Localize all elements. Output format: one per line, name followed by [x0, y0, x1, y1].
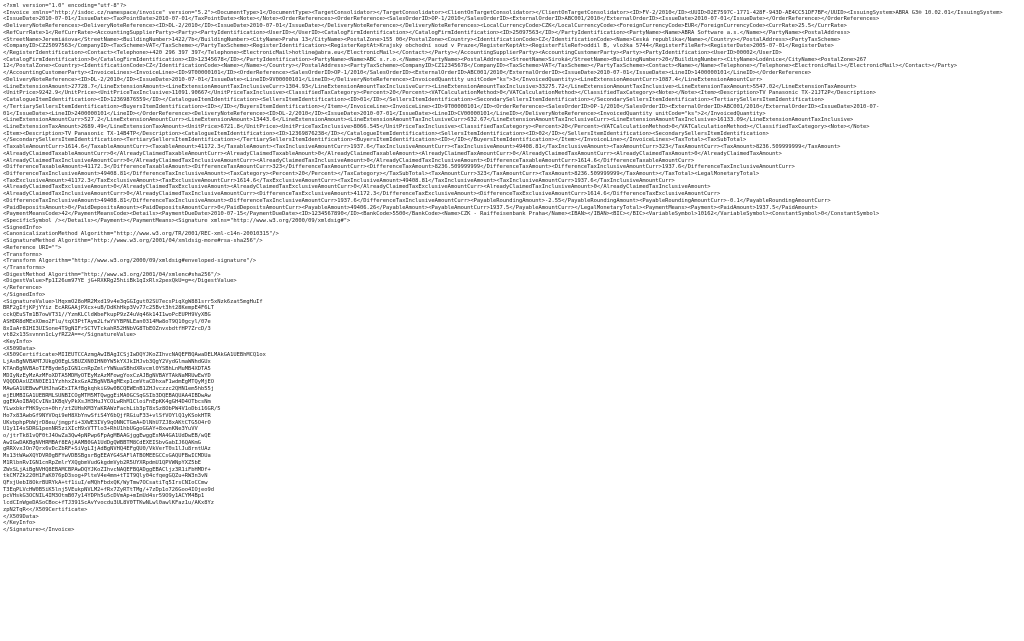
- xml-line: <AlreadyClaimedTaxInclusiveAmountCurr>0</AlreadyClaimedTaxInclusiveAmountCurr><DifferenceTaxExclusiveAmount>41172.3</DifferenceTaxExclusiveAmount><DifferenceTaxExclusiveAmountCurr>1614.6</DifferenceTaxExclusiveAmountCurr>: [3, 191, 721, 198]
- xml-line: <LineExtensionAmountCurr>527.2</LineExtensionAmountCurr><LineExtensionAmount>13443.6</LineExtensionAmount><LineExtensionAmountTaxInclusiveCurr>632.67</LineExtensionAmountTaxInclusiveCurr><LineExtensionAmountTaxInclusive>16133.09</LineExtensionAmountTaxInclusive>: [3, 117, 854, 124]
- xml-line: <SignatureMethod Algorithm="http://www.w3.org/2001/04/xmldsig-more#rsa-sha256"/>: [3, 238, 263, 245]
- xml-line: <DeliveryNoteReferences><DeliveryNoteReference><ID>DL-2/2010</ID><IssueDate>2010-07-01</IssueDate></DeliveryNoteReference></DeliveryNoteReferences><LocalCurrencyCode>CZK</LocalCurrencyCode><ForeignCurrencyCode>EUR</ForeignCurrencyCode><CurrRate>25.5</CurrRate>: [3, 23, 847, 30]
- xml-line: LjAsBgNVBAMTJUkgQ0EgLSBUZXN0IHN0YW5kYXJkIHJvb3QgY2VydGlmaWNhdGUx: [3, 359, 211, 366]
- xml-line: </X509Data>: [3, 513, 39, 520]
- xml-line: <Transform Algorithm="http://www.w3.org/2000/09/xmldsig#enveloped-signature"/>: [3, 258, 257, 265]
- xml-line: MDIyNzEyMzAzMFoXDTA5MDMyOTEyMzAzMFowgYoxCzAJBgNVBAYTAkNaMRUwEwYD: [3, 372, 211, 379]
- xml-line: <DifferenceTaxInclusiveAmount>49408.81</DifferenceTaxInclusiveAmount><TaxCategory><Percent>20</Percent></TaxCategory></TaxSubTotal><TaxAmountCurr>323</TaxAmountCurr><TaxAmount>8236.509999999</TaxAmount></TaxTotal><LegalMonetaryTotal>: [3, 170, 760, 177]
- xml-line: <?xml version="1.0" encoding="utf-8"?>: [3, 3, 127, 9]
- xml-line: <Item><Description>TV Panasonic TX-14B4TP</Description><CatalogueItemIdentification><ID>12369876238</ID></CatalogueItemIdentification><SellersItemIdentification><ID>02</ID></SellersItemIdentification><SecondarySellersItemIdentification>: [3, 130, 769, 137]
- xml-line: </AccountingCustomerParty><InvoiceLines><InvoiceLine><ID>9T00000101</ID><OrderReference><SalesOrderID>OP-1/2010</SalesOrderID><ExternalOrderID>ABC001/2010</ExternalOrderID><IssueDate>2010-07-01</IssueDate><LineID>1400000101</LineID></OrderReference>: [3, 70, 812, 77]
- xml-line: vt82x13Ssvnnn1cLyfRZ2A==</SignatureValue>: [3, 332, 137, 339]
- xml-line: <CatalogueItemIdentification><ID>12369876559</ID></CatalogueItemIdentification><SellersItemIdentification><ID>01</ID></SellersItemIdentification><SecondarySellersItemIdentification></SecondarySellersItemIdentification><TertiarySellersItemIdentification>: [3, 97, 825, 104]
- xml-line: ggEKAoIBAQCvINx1KBqVyPkXsJH3HuJYCOLwRhM1CloiFnEpKK4gGH4D4OTbcsNm: [3, 399, 211, 406]
- xml-line: T3EqPLVcHW0B5iK5lnj5VEukpNVLM2+fRx7ZyRTtTMg/+7zDp1o726Goo4IOjeo9d: [3, 486, 214, 493]
- xml-line: YLwxbkrFHK9ycn+0hr/ztZUHsKM3YaKRAWzFachLib3pT8xSz8ObPW4V1oDbi16GR/5: [3, 406, 221, 413]
- xml-line: <UnitPrice>9242.9</UnitPrice><UnitPriceTaxInclusive>11091.90667</UnitPriceTaxInclusive><ClassifiedTaxCategory><Percent>20</Percent><VATCalculationMethod>0</VATCalculationMethod></ClassifiedTaxCategory><Note></Note><Item><Description>TV Panasonic TX-21JT2P</Description>: [3, 90, 877, 97]
- xml-line: <SignatureValue>lHqxmO28oMR2Mxd19v4e3qGGIgut02SU7ecsPiqXgW881srr5xNzk6zat5mgHuIf: [3, 298, 263, 305]
- xml-line: <SpecificSymbol /></Details></Payment></PaymentMeans><Signature xmlns="http://www.w3.org/2000/09/xmldsig#">: [3, 218, 351, 224]
- xml-line: <RefCurrRate>1</RefCurrRate><AccountingSupplierParty><Party><PartyIdentification><UserID></UserID><CatalogFirmIdentification></CatalogFirmIdentification><ID>25097563</ID></PartyIdentification><PartyName><Name>ABRA Software a.s.</Name></PartyName><PostalAddress>: [3, 29, 851, 36]
- xml-line: <LineExtensionTaxAmount>2689.49</LineExtensionTaxAmount><UnitPrice>6721.8</UnitPrice><UnitPriceTaxInclusive>8066.545</UnitPriceTaxInclusive><ClassifiedTaxCategory><Percent>20</Percent><VATCalculationMethod>0</VATCalculationMethod></ClassifiedTaxCategory><Note></Note>: [3, 123, 870, 130]
- xml-line: pcVHskG3OCNIL4IM3OtmB07y14YDPh5u5cDVmAp+mImUd4sr59O9y1ACYM4Bp1: [3, 493, 205, 500]
- xml-line: cckQEuSTm1B7owVT31//YzmKLCldWbeFkupP9zZ4uVq46k14I1woPcEUPH9VyXBG: [3, 312, 211, 319]
- xml-line: <TaxExclusiveAmount>41172.3</TaxExclusiveAmount><TaxExclusiveAmountCurr>1614.6</TaxExclusiveAmountCurr><TaxInclusiveAmount>49408.81</TaxInclusiveAmount><TaxInclusiveAmountCurr>1937.6</TaxInclusiveAmountCurr>: [3, 177, 675, 184]
- xml-line: tkCM7Zk220H1FaK076pD3sog+PlteV4e4mm+tTIT9Qly04cfqegGQZu+RW3n3vN: [3, 473, 208, 480]
- xml-line: <Transforms>: [3, 251, 42, 258]
- xml-line: </TertiarySellersItemIdentification><BuyersItemIdentification><ID></ID></BuyersItemIdentification></Item></InvoiceLine><InvoiceLine><ID>9T00000101</ID><OrderReference><SalesOrderID>OP-1/2010</SalesOrderID><ExternalOrderID>ABC001/2010</ExternalOrderID><IssueDate>2010-07-: [3, 103, 880, 110]
- xml-line: <AlreadyClaimedTaxableAmountCurr>0</AlreadyClaimedTaxableAmountCurr><AlreadyClaimedTaxableAmount>0</AlreadyClaimedTaxableAmount><AlreadyClaimedTaxAmountCurr>0</AlreadyClaimedTaxAmountCurr><AlreadyClaimedTaxAmount>0</AlreadyClaimedTaxAmount>: [3, 150, 782, 157]
- xml-line: <TaxableAmountCurr>1614.6</TaxableAmountCurr><TaxableAmount>41172.3</TaxableAmount><TaxInclusiveAmountCurr>1937.6</TaxInclusiveAmountCurr><TaxInclusiveAmount>49408.81</TaxInclusiveAmount><TaxAmountCurr>323</TaxAmountCurr><TaxAmount>8236.509999999</TaxAmount>: [3, 144, 841, 151]
- xml-line: BRF2gIfjKPjYYiz EcARGAAjPXcx+uB/DdKhHkp3Vv77c25Bvt3ht28KempE4F6LT: [3, 305, 214, 312]
- xml-line: <PaidDepositsAmount>0</PaidDepositsAmount><PaidDepositsAmountCurr>0</PaidDepositsAmountCurr><PayableAmount>49406.26</PayableAmount><PayableAmountCurr>1937.5</PayableAmountCurr></LegalMonetaryTotal><PaymentMeans><Payment><PaidAmount>1937.5</PaidAmount>: [3, 204, 818, 211]
- xml-line: lcdCInWgeDASoCBoc+fTJ391ScAvYvocdu3UL8V0TTKwNLwl0awlKFaz1u/AKx8Yz: [3, 500, 214, 507]
- xml-line: <AlreadyClaimedTaxExclusiveAmount>0</AlreadyClaimedTaxExclusiveAmount><AlreadyClaimedTaxExclusiveAmountCurr>0</AlreadyClaimedTaxExclusiveAmountCurr><AlreadyClaimedTaxInclusiveAmount>0</AlreadyClaimedTaxInclusiveAmount>: [3, 184, 711, 191]
- xml-line: <KeyInfo>: [3, 338, 33, 345]
- xml-line: o/jtrTk81vQF0tJ4OwZa3Qw4pNPwp6FpAgMBAAGjggEwggEsMA4GA1UdDwEB/wQE: [3, 433, 211, 439]
- xml-line: </KeyInfo>: [3, 520, 36, 527]
- xml-line: 8xIaAr8IHI3UISone4T9gNIFrSCTVTckahR52HNbVG8TbEOZnvxbdtfHP7ZrcD/3: [3, 325, 211, 332]
- xml-line: <X509Certificate>MIIEUTCCAzmgAwIBAgICSjIwDQYJKoZIhvcNAQEFBQAwaDELMAkGA1UEBhMCQ1ox: [3, 352, 266, 359]
- xml-line: U1y1I4sSDRG1penNR5ziXIcH9xVTTlo3+RhU1hbUGgoGGAY+8xwnKNe3YuVV: [3, 426, 198, 433]
- xml-line: <DifferenceTaxableAmount>41172.3</DifferenceTaxableAmount><DifferenceTaxAmountCurr>323</DifferenceTaxAmountCurr><DifferenceTaxAmount>8236.509999999</DifferenceTaxAmount><DifferenceTaxInclusiveAmountCurr>1937.6</DifferenceTaxInclusiveAmountCurr>: [3, 164, 795, 171]
- xml-line: MAwGA1UEBwwFUHJhaGExITAfBgkqhkiG9w0BCQEWEnB1ZHJvczzc2QHN1em5hb55j: [3, 385, 214, 392]
- xml-line: 01</IssueDate><LineID>2400000101</LineID></OrderReference><DeliveryNoteReference><ID>DL-2/2010</ID><IssueDate>2010-07-01</IssueDate><LineID>CV00000101</LineID></DeliveryNoteReference><InvoicedQuantity unitCode="ks">2</InvoicedQuantity>: [3, 110, 766, 117]
- xml-line: <DigestMethod Algorithm="http://www.w3.org/2001/04/xmlenc#sha256"/>: [3, 271, 221, 278]
- xml-line: ASHDR8dMExXOmo2Flu/tqX3PtTAym2LfwYVYBPNLEan0314Mw8oT9Q10gcyl/07e: [3, 318, 211, 325]
- xml-line: AwIGwDAKBgNVHRMBAf8EAjAAMB0GA1UdDgQWBBTM8CdEXEISbvGabIJ6QAKmG: [3, 439, 201, 446]
- xml-line: <CompanyID>CZ25097563</CompanyID><TaxScheme>VAT</TaxScheme></PartyTaxScheme><RegisterIdentification><RegisterKeptAt>Krajský obchodní soud v Praze</RegisterKeptAt><RegisterFileRef>oddíl B, vložka 5744</RegisterFileRef><RegisterDate>2005-07-01</RegisterDate>: [3, 43, 834, 50]
- xml-line: <PaymentMeansCode>42</PaymentMeansCode><Details><PaymentDueDate>2010-07-15</PaymentDueDate><ID>1234567890</ID><BankCode>5500</BankCode><Name>CZK - Raiffeisenbank Praha</Name><IBAN></IBAN><BIC></BIC><VariableSymbol>10162</VariableSymbol><ConstantSymbol>0</ConstantSymbol>: [3, 211, 880, 218]
- xml-line: <DigestValue>Fp1I26um97YE jG+RXKRg25hiiBk1qIxRlx2pexQkU=g=</DigestValue>: [3, 278, 237, 285]
- xml-line: VQQDDAxUZXN0IE11YzhhxZkxGzAZBgNVBAgMExp1cmVtaCDhxaF1wdmEgMTQyMjEO: [3, 379, 214, 386]
- xml-line: Ms13tWAwXQYDVR0gBFYwVDBSBgsrBgEEAYG4SAFlATBOMEEGCCsGAQUFBwICMDUa: [3, 453, 211, 460]
- xml-line: ZWxSLjAiBgNVHQ8EBAMCBPAwDQYJKoZIhvcNAQEFBQADggEBACljz3R1iFbHMDf+: [3, 466, 211, 473]
- xml-line: Ho7x83AwbGf9NYVOqi9eH8XbYnwSfiS4Y6bQjfRGiuF33+vlSfVOYlQ1yKSokHTR: [3, 412, 211, 419]
- xml-line: <LineExtensionAmount>27728.7</LineExtensionAmount><LineExtensionAmountTaxInclusiveCurr>1304.93</LineExtensionAmountTaxInclusiveCurr><LineExtensionAmountTaxInclusive>33275.72</LineExtensionAmountTaxInclusive><LineExtensionTaxAmount>5547.02</LineExtensionTaxAmount>: [3, 83, 857, 90]
- xml-line: <DeliveryNoteReference><ID>DL-2/2010</ID><IssueDate>2010-07-01</IssueDate><LineID>9V00000101</LineID></DeliveryNoteReference><InvoicedQuantity unitCode="ks">3</InvoicedQuantity><LineExtensionAmountCurr>1087.4</LineExtensionAmountCurr>: [3, 76, 763, 83]
- xml-line: zpN2TqR<</X509Certificate>: [3, 506, 88, 513]
- xml-line: <IssueDate>2010-07-01</IssueDate><TaxPointDate>2010-07-01</TaxPointDate><Note></Note><OrderReferences><OrderReference><SalesOrderID>OP-1/2010</SalesOrderID><ExternalOrderID>ABC001/2010</ExternalOrderID><IssueDate>2010-07-01</IssueDate></OrderReference></OrderReferences>: [3, 16, 880, 23]
- xml-line: QFxjUebI8OkrBURYkA+tf1iuI/eMQhFbdxQK/WyTmw7OCsatiTq5IrsCNIoCCmw: [3, 480, 208, 487]
- xml-line: <CanonicalizationMethod Algorithm="http://www.w3.org/TR/2001/REC-xml-c14n-20010315"/>: [3, 231, 279, 238]
- xml-line: <StreetName>Jeremiášova</StreetName><BuildingNumber>1422/7b</BuildingNumber><CityName>Praha 13</CityName><PostalZone>155 00</PostalZone><Country><IdentificationCode>CZ</IdentificationCode><Name>Česká republika</Name></Country></PostalAddress><PartyTaxScheme>: [3, 36, 841, 43]
- xml-line: </Transforms>: [3, 265, 46, 272]
- xml-line: <Invoice xmlns="http://isdoc.cz/namespace/invoice" version="5.2"><DocumentType>1</DocumentType><TargetConsolidator></TargetConsolidator><ClientOnTargetConsolidator></ClientOnTargetConsolidator><ID>FV-2/2010</ID><UUID>D2E7597C-1771-428F-943D-AE4CC51DF7BF</UUID><IssuingSystem>ABRA G3® 10.02.01</IssuingSystem>: [3, 9, 1003, 16]
- xml-line: 12</PostalZone><Country><IdentificationCode>CZ</IdentificationCode><Name></Name></Country></PostalAddress><PartyTaxScheme><CompanyID>CZ12345678</CompanyID><TaxScheme>VAT</TaxScheme></PartyTaxScheme><Contact><Name></Name><Telephone></Telephone><ElectronicMail></ElectronicMail></Contact></Party>: [3, 63, 958, 70]
- xml-line: </Signature></Invoice>: [3, 527, 75, 534]
- xml-line: </RegisterIdentification><Contact><Telephone>+420 296 397 397</Telephone><ElectronicMail>hotline@abra.eu</ElectronicMail></Contact></Party></AccountingSupplierParty><AccountingCustomerParty><Party><PartyIdentification><UserID>00002</UserID>: [3, 50, 782, 57]
- xml-line: ejEUMBIGA1UEBRMLSUNBICOgMTM5MTQwggEiMA0GCSqGSIb3DQEBAQUAA4IBDwAw: [3, 392, 211, 399]
- xml-line: KTAnBgNVBAoTIFBydm5pIGN1cnRpZmlrYWNuaSBhdXRvcml0YSBhLnMuMB4XDTA5: [3, 365, 211, 372]
- xml-line: </SignedInfo>: [3, 291, 46, 298]
- xml-line: <X509Data>: [3, 345, 36, 352]
- xml-line: </Reference>: [3, 285, 42, 292]
- xml-line: M1RlbnRvIGN1cnRpZmlrYXQgbmVudGkgdmVyb2R5UYXRpdmU1QPVWNpYXZ5bE: [3, 459, 201, 466]
- xml-line: </SecondarySellersItemIdentification><TertiarySellersItemIdentification></TertiarySellersItemIdentification><BuyersItemIdentification><ID></ID></BuyersItemIdentification></Item></InvoiceLine></InvoiceLines><TaxTotal><TaxSubTotal>: [3, 137, 747, 144]
- xml-line: <SignedInfo>: [3, 224, 42, 231]
- xml-line: UKvbphpPbWjrD8eu/jmgpfi+3XWE3IVy9qONNCTGmA+DlNhU7ZJ8xAKtCTG5O4rO: [3, 419, 211, 426]
- xml-line: <Reference URI="">: [3, 244, 62, 251]
- xml-line: <AlreadyClaimedTaxInclusiveAmountCurr>0</AlreadyClaimedTaxInclusiveAmountCurr><AlreadyClaimedTaxInclusiveAmount>0</AlreadyClaimedTaxInclusiveAmount><DifferenceTaxableAmountCurr>1614.6</DifferenceTaxableAmountCurr>: [3, 157, 695, 164]
- xml-line: <DifferenceTaxInclusiveAmount>49408.81</DifferenceTaxInclusiveAmount><DifferenceTaxInclusiveAmountCurr>1937.6</DifferenceTaxInclusiveAmountCurr><PayableRoundingAmount>-2.55</PayableRoundingAmount><PayableRoundingAmountCurr>-0.1</PayableRoundingAmountCurr>: [3, 197, 831, 204]
- xml-line: gRRXvxJOn7Qrx6vDcZbRF+SiVgLIjAdBgNVHQ4EFgQU0/VkVerT0s1lJu8rntUAz: [3, 446, 211, 453]
- xml-line: <CatalogFirmIdentification>0</CatalogFirmIdentification><ID>12345678</ID></PartyIdentification><PartyName><Name>ABC s.r.o.</Name></PartyName><PostalAddress><StreetName>Široká</StreetName><BuildingNumber>20</BuildingNumber><CityName>Loděnice</CityName><PostalZone>267: [3, 56, 867, 63]
